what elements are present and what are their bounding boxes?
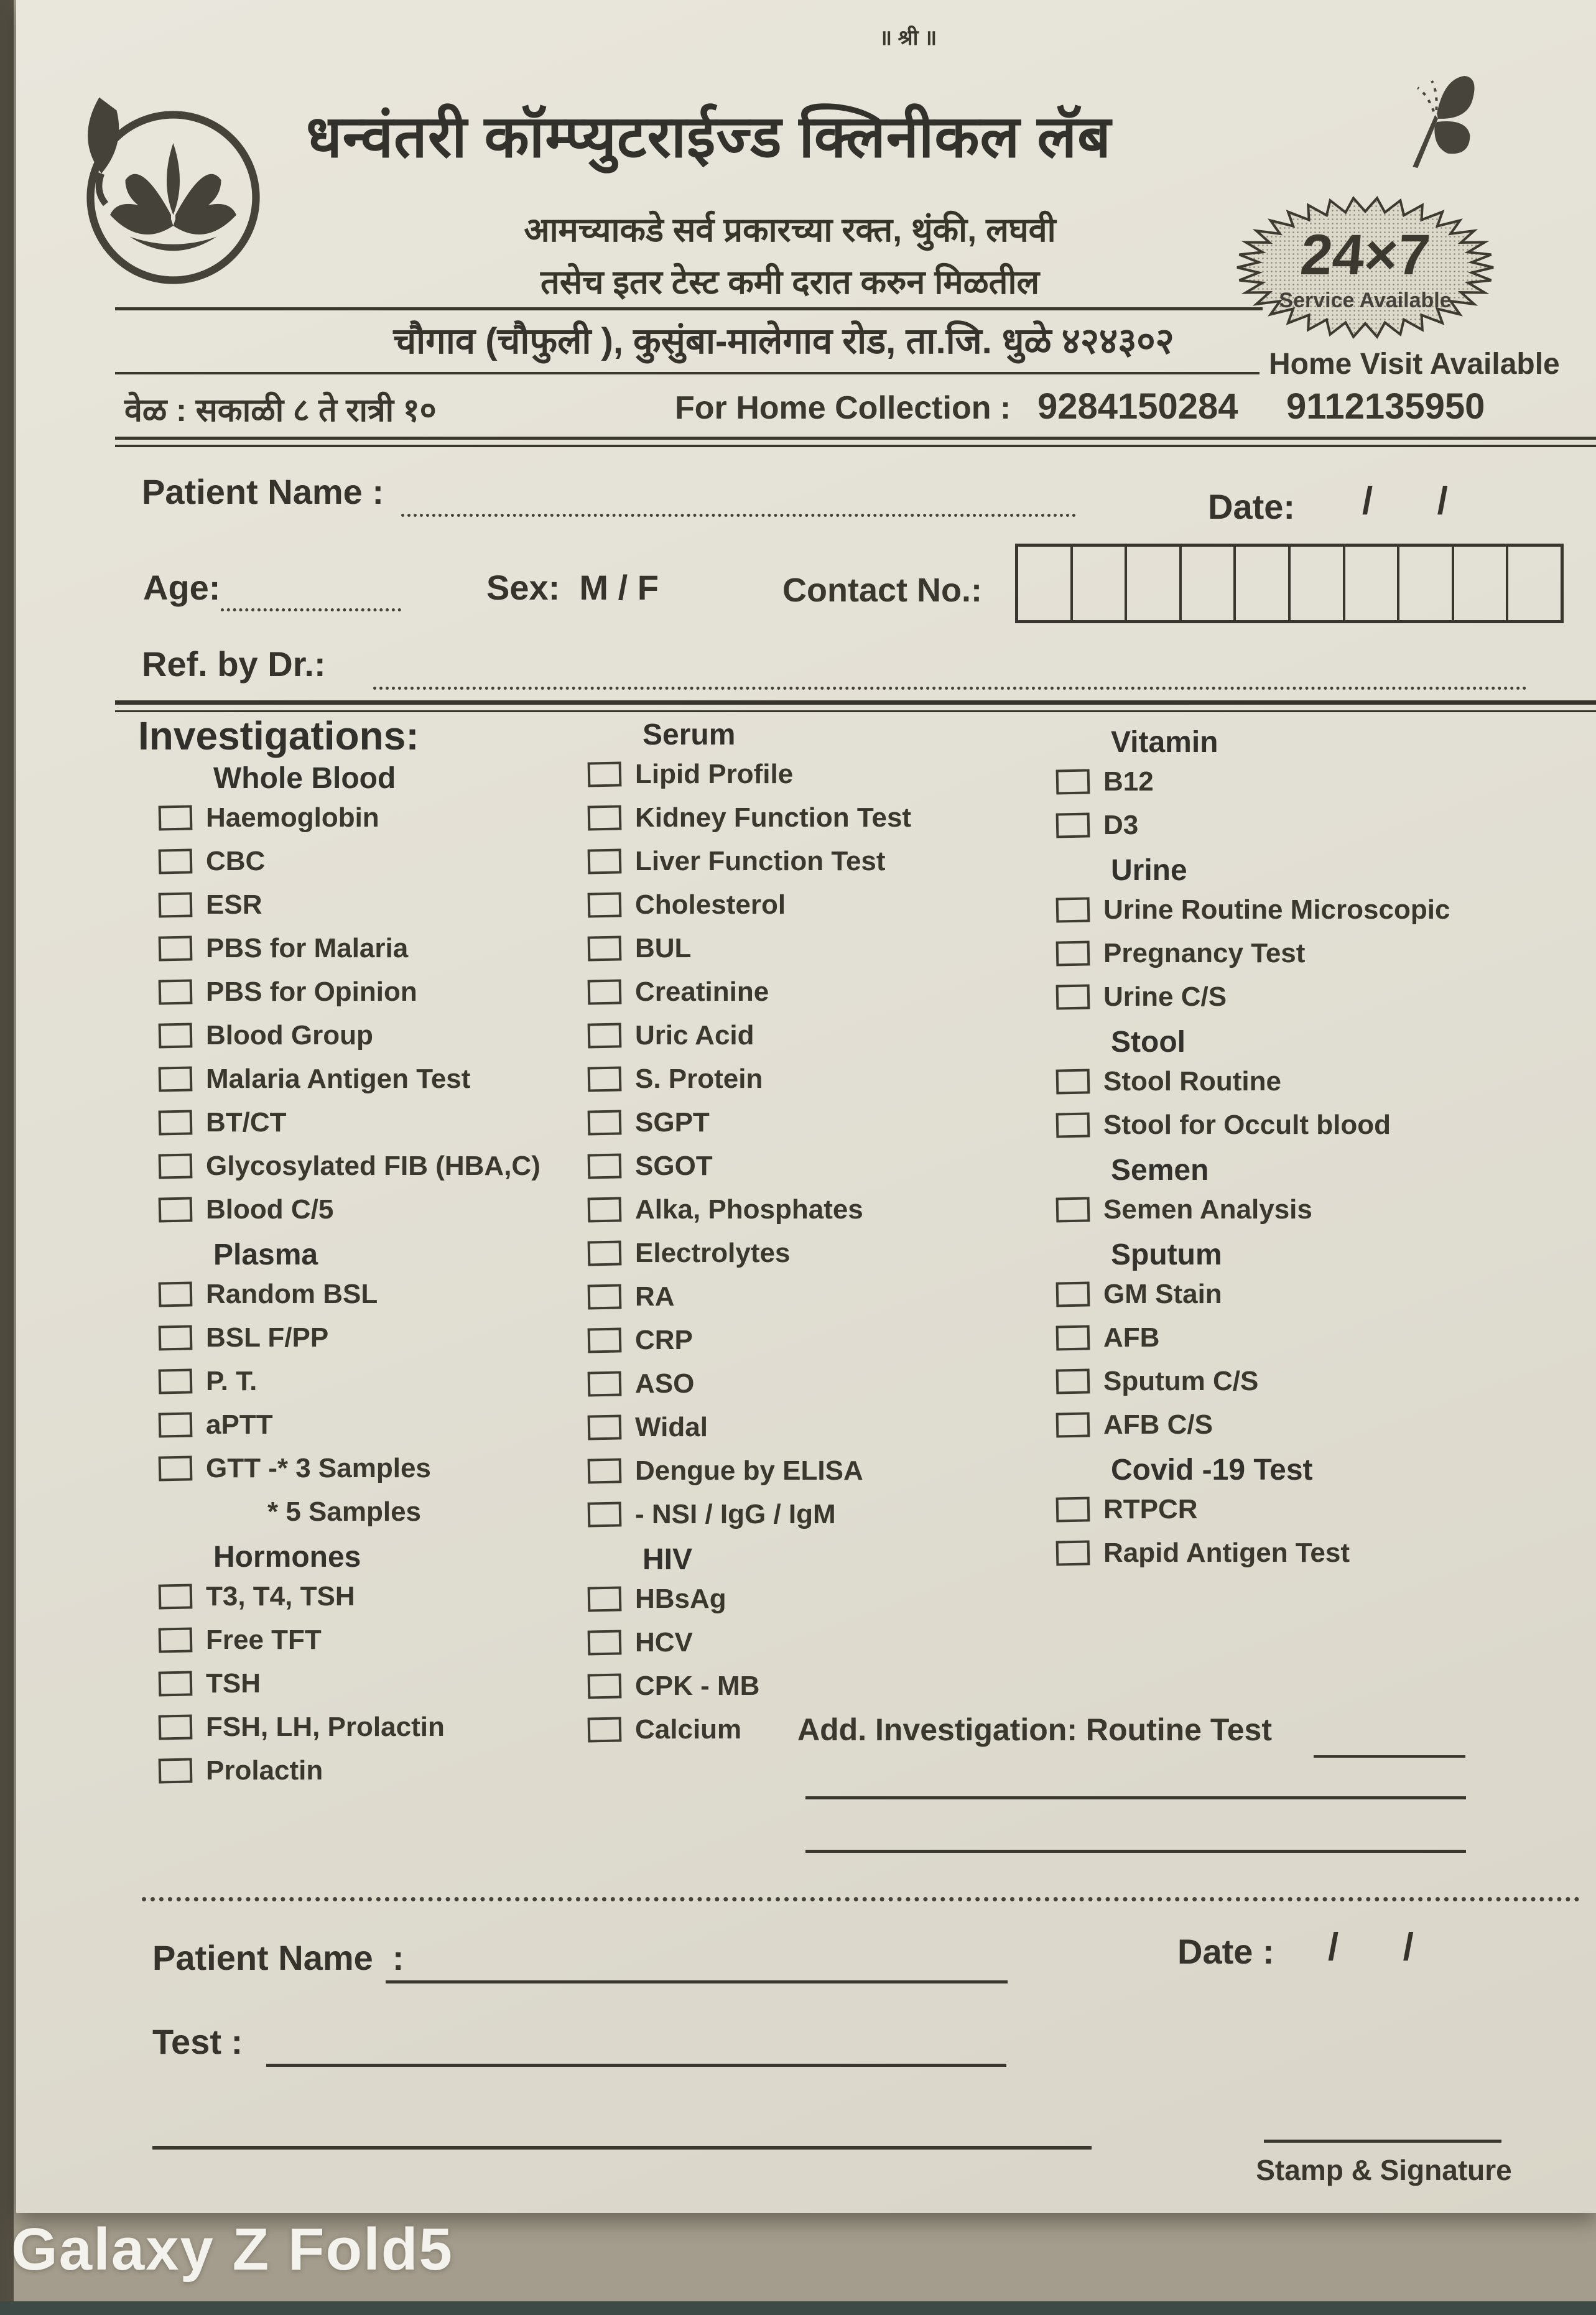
test-item-row xyxy=(159,891,588,919)
test-item-row xyxy=(588,847,1042,876)
test-item-label: Liver Function Test xyxy=(635,846,886,876)
checkbox-nsi-igg-igm xyxy=(588,1501,622,1527)
checkbox-urine-c-s xyxy=(1056,984,1090,1009)
timing-text: वेळ : सकाळी ८ ते रात्री १० xyxy=(124,392,437,429)
investigation-group-serum xyxy=(588,719,1042,1529)
test-item-label: S. Protein xyxy=(635,1064,763,1094)
checkbox-semen-analysis xyxy=(1056,1197,1090,1222)
investigation-group-urine xyxy=(1056,855,1591,1011)
test-item-row xyxy=(588,1585,1042,1613)
test-item-row xyxy=(159,1367,588,1396)
test-item-label: CRP xyxy=(635,1325,693,1355)
test-item-label: GM Stain xyxy=(1103,1279,1222,1309)
checkbox-cholesterol xyxy=(588,892,622,917)
test-item-label: FSH, LH, Prolactin xyxy=(206,1712,445,1742)
contact-digit-cell xyxy=(1399,547,1454,620)
home-visit-text: Home Visit Available xyxy=(1269,348,1560,381)
checkbox-crp xyxy=(588,1327,622,1353)
test-item-label: BUL xyxy=(635,933,692,963)
test-item-row xyxy=(1056,1539,1591,1567)
subtitle-line2: तसेच इतर टेस्ट कमी दरात करुन मिळतील xyxy=(540,264,1040,301)
test-item-row xyxy=(1056,1367,1591,1396)
patient-name-label: Patient Name : xyxy=(142,472,384,511)
checkbox-s-protein xyxy=(588,1066,622,1092)
test-item-label: PBS for Opinion xyxy=(206,977,417,1007)
checkbox-ra xyxy=(588,1284,622,1309)
test-item-row xyxy=(588,1413,1042,1442)
test-item-row xyxy=(588,804,1042,832)
checkbox-b12 xyxy=(1056,769,1090,794)
add-investigation-label: Add. Investigation: Routine Test xyxy=(797,1712,1272,1747)
checkbox-lipid-profile xyxy=(588,761,622,787)
contact-digit-cell xyxy=(1345,547,1400,620)
checkbox-bt-ct xyxy=(159,1110,193,1135)
test-item-label: SGOT xyxy=(635,1151,713,1181)
test-item-row xyxy=(1056,1324,1591,1352)
subtitle-line1: आमच्याकडे सर्व प्रकारच्या रक्त, थुंकी, लघवी xyxy=(524,211,1056,249)
badge-24x7-text: 24×7 xyxy=(1297,223,1433,287)
group-heading-covid-19-test: Covid -19 Test xyxy=(1111,1454,1313,1487)
checkbox-blood-c-5 xyxy=(159,1197,193,1222)
test-item-row xyxy=(1056,1280,1591,1309)
test-item-label: PBS for Malaria xyxy=(206,933,409,963)
contact-digit-cell xyxy=(1018,547,1073,620)
test-item-row xyxy=(1056,1495,1591,1524)
test-item-row xyxy=(267,1498,588,1526)
checkbox-urine-routine-microscopic xyxy=(1056,897,1090,922)
test-item-row xyxy=(159,1454,588,1483)
test-item-row xyxy=(588,1152,1042,1181)
badge-service-text: Service Available xyxy=(1279,289,1452,312)
checkbox-cbc xyxy=(159,848,193,874)
test-item-row xyxy=(159,1195,588,1224)
test-item-row xyxy=(588,1370,1042,1398)
checkbox-fsh-lh-prolactin xyxy=(159,1714,193,1740)
checkbox-sputum-c-s xyxy=(1056,1368,1090,1394)
phone-number-2: 9112135950 xyxy=(1286,386,1485,427)
checkbox-bsl-f-pp xyxy=(159,1325,193,1350)
checkbox-glycosylated-fib-hba-c xyxy=(159,1153,193,1179)
investigation-group-stool xyxy=(1056,1026,1591,1139)
divider-footer-dotted xyxy=(142,1897,1580,1902)
divider-investigations-top xyxy=(115,700,1596,712)
footer-patient-name-line xyxy=(386,1980,1008,1983)
contact-digit-cell xyxy=(1291,547,1345,620)
age-field xyxy=(221,571,401,611)
test-item-label: P. T. xyxy=(206,1366,257,1396)
test-item-row xyxy=(1056,1195,1591,1224)
checkbox-pbs-for-opinion xyxy=(159,979,193,1004)
test-item-row xyxy=(1056,1111,1591,1139)
footer-test-line xyxy=(266,2064,1006,2067)
test-item-label: Widal xyxy=(635,1412,708,1442)
test-item-row xyxy=(1056,983,1591,1011)
checkbox-rapid-antigen-test xyxy=(1056,1540,1090,1566)
group-heading-serum: Serum xyxy=(643,718,736,751)
investigation-group-covid-19-test xyxy=(1056,1454,1591,1567)
test-item-label: Stool Routine xyxy=(1103,1066,1281,1097)
contact-number-label: Contact No.: xyxy=(782,572,982,609)
checkbox-bul xyxy=(588,935,622,961)
group-heading-hiv: HIV xyxy=(643,1543,693,1576)
checkbox-stool-for-occult-blood xyxy=(1056,1112,1090,1138)
test-item-row xyxy=(159,1108,588,1137)
investigations-column-3 xyxy=(1056,726,1591,1582)
test-item-label: Uric Acid xyxy=(635,1020,754,1051)
age-label: Age: xyxy=(143,568,221,607)
test-item-row xyxy=(588,1500,1042,1529)
stamp-signature-line xyxy=(1264,2140,1501,2143)
add-investigation-line-1 xyxy=(805,1796,1466,1799)
footer-date-slashes: / / xyxy=(1328,1926,1414,1969)
checkbox-dengue-by-elisa xyxy=(588,1458,622,1483)
test-item-label: - NSI / IgG / IgM xyxy=(635,1499,836,1529)
checkbox-afb xyxy=(1056,1325,1090,1350)
contact-digit-cell xyxy=(1236,547,1291,620)
test-item-row xyxy=(588,1326,1042,1355)
checkbox-esr xyxy=(159,892,193,917)
divider-header-bottom xyxy=(115,437,1596,447)
test-item-label: Creatinine xyxy=(635,977,769,1007)
checkbox-p-t xyxy=(159,1368,193,1394)
checkbox-electrolytes xyxy=(588,1240,622,1266)
test-item-label: Haemoglobin xyxy=(206,802,379,833)
address-line: चौगाव (चौफुली ), कुसुंबा-मालेगाव रोड, ता.जि. धुळे ४२४३०२ xyxy=(393,321,1174,361)
checkbox-hcv xyxy=(588,1630,622,1655)
ref-by-dr-label: Ref. by Dr.: xyxy=(142,644,326,684)
test-item-row xyxy=(588,1065,1042,1093)
test-item-label: D3 xyxy=(1103,810,1139,840)
contact-digit-cell xyxy=(1508,547,1561,620)
test-item-row xyxy=(588,1457,1042,1485)
test-item-label: AFB C/S xyxy=(1103,1409,1213,1440)
checkbox-uric-acid xyxy=(588,1023,622,1048)
test-item-row xyxy=(588,978,1042,1006)
checkbox-gm-stain xyxy=(1056,1281,1090,1307)
checkbox-afb-c-s xyxy=(1056,1412,1090,1437)
checkbox-random-bsl xyxy=(159,1281,193,1307)
checkbox-rtpcr xyxy=(1056,1496,1090,1522)
test-item-label: Calcium xyxy=(635,1714,742,1745)
group-heading-vitamin: Vitamin xyxy=(1111,726,1218,759)
checkbox-pbs-for-malaria xyxy=(159,935,193,961)
test-item-label: B12 xyxy=(1103,766,1154,797)
test-item-row xyxy=(159,1669,588,1698)
group-heading-whole-blood: Whole Blood xyxy=(213,762,396,795)
footer-date-label: Date : xyxy=(1177,1932,1274,1971)
test-item-label: Blood C/5 xyxy=(206,1194,334,1225)
test-item-row xyxy=(159,1280,588,1309)
checkbox-calcium xyxy=(588,1717,622,1742)
test-item-label: GTT -* 3 Samples xyxy=(206,1453,431,1483)
checkbox-malaria-antigen-test xyxy=(159,1066,193,1092)
test-item-label: RA xyxy=(635,1281,675,1312)
checkbox-d3 xyxy=(1056,812,1090,838)
footer-test-label: Test : xyxy=(152,2022,243,2061)
test-item-row xyxy=(159,1021,588,1050)
test-item-label: ASO xyxy=(635,1368,695,1399)
checkbox-prolactin xyxy=(159,1758,193,1783)
test-item-label: Urine C/S xyxy=(1103,981,1227,1012)
checkbox-pregnancy-test xyxy=(1056,940,1090,966)
test-item-label: Pregnancy Test xyxy=(1103,938,1306,968)
test-item-label: BT/CT xyxy=(206,1107,287,1138)
test-item-label: CPK - MB xyxy=(635,1671,760,1701)
checkbox-cpk-mb xyxy=(588,1673,622,1699)
test-item-row xyxy=(1056,1067,1591,1096)
checkbox-liver-function-test xyxy=(588,848,622,874)
test-item-row xyxy=(588,1672,1042,1700)
contact-digit-cell xyxy=(1454,547,1509,620)
group-heading-sputum: Sputum xyxy=(1111,1238,1222,1271)
checkbox-hbsag xyxy=(588,1586,622,1612)
checkbox-tsh xyxy=(159,1671,193,1696)
test-item-row xyxy=(588,934,1042,963)
checkbox-alka-phosphates xyxy=(588,1197,622,1222)
test-item-row xyxy=(1056,896,1591,924)
contact-digit-cell xyxy=(1127,547,1182,620)
add-investigation-inline-blank xyxy=(1314,1755,1465,1758)
phone-number-1: 9284150284 xyxy=(1037,386,1238,427)
test-item-row xyxy=(159,1582,588,1611)
test-item-row xyxy=(159,1411,588,1439)
investigation-group-whole-blood xyxy=(159,763,588,1224)
checkbox-sgot xyxy=(588,1153,622,1179)
test-item-row xyxy=(588,1628,1042,1657)
investigation-group-sputum xyxy=(1056,1239,1591,1439)
test-item-row xyxy=(588,1283,1042,1311)
test-item-row xyxy=(588,1195,1042,1224)
test-item-label: Lipid Profile xyxy=(635,759,794,789)
lab-title: धन्वंतरी कॉम्प्युटराईज्ड क्लिनीकल लॅब xyxy=(306,104,1111,169)
test-item-row xyxy=(159,1756,588,1785)
test-item-label: Sputum C/S xyxy=(1103,1366,1259,1396)
group-heading-urine: Urine xyxy=(1111,854,1187,887)
test-item-row xyxy=(159,1626,588,1654)
lotus-logo-icon xyxy=(62,80,280,302)
test-item-label: Glycosylated FIB (HBA,C) xyxy=(206,1151,541,1181)
checkbox-widal xyxy=(588,1414,622,1440)
test-item-row xyxy=(1056,811,1591,840)
test-item-row xyxy=(159,978,588,1006)
test-item-label: AFB xyxy=(1103,1322,1160,1353)
investigations-column-1 xyxy=(159,763,588,1800)
test-item-row xyxy=(159,804,588,832)
test-item-label: BSL F/PP xyxy=(206,1322,329,1353)
test-item-row xyxy=(159,1713,588,1742)
investigations-column-2 xyxy=(588,719,1042,1759)
test-item-label: Cholesterol xyxy=(635,889,786,920)
test-item-row xyxy=(588,760,1042,789)
checkbox-sgpt xyxy=(588,1110,622,1135)
divider-under-subtitle xyxy=(115,307,1263,310)
checkbox-blood-group xyxy=(159,1023,193,1048)
test-item-label: HBsAg xyxy=(635,1584,726,1614)
bottom-edge-strip xyxy=(0,2301,1596,2315)
checkbox-gtt-3-samples xyxy=(159,1455,193,1481)
test-item-row xyxy=(159,847,588,876)
test-item-row xyxy=(1056,768,1591,796)
test-item-label: SGPT xyxy=(635,1107,710,1138)
shree-invocation: ॥ श्री ॥ xyxy=(879,26,937,50)
group-heading-semen: Semen xyxy=(1111,1154,1209,1187)
test-item-label: Prolactin xyxy=(206,1755,323,1786)
investigation-group-plasma xyxy=(159,1239,588,1526)
checkbox-t3-t4-tsh xyxy=(159,1584,193,1609)
test-item-row xyxy=(588,1108,1042,1137)
checkbox-haemoglobin xyxy=(159,805,193,830)
test-item-row xyxy=(588,1239,1042,1268)
contact-digit-cell xyxy=(1182,547,1236,620)
investigation-group-semen xyxy=(1056,1154,1591,1224)
test-item-label: Semen Analysis xyxy=(1103,1194,1312,1225)
butterfly-icon xyxy=(1386,62,1482,188)
checkbox-stool-routine xyxy=(1056,1069,1090,1094)
contact-number-grid xyxy=(1015,544,1564,623)
divider-under-address xyxy=(115,372,1260,374)
test-item-label: Rapid Antigen Test xyxy=(1103,1538,1350,1568)
test-item-row xyxy=(588,1021,1042,1050)
test-item-row xyxy=(588,891,1042,919)
checkbox-aptt xyxy=(159,1412,193,1437)
test-item-label: Electrolytes xyxy=(635,1238,791,1268)
checkbox-creatinine xyxy=(588,979,622,1004)
test-item-label: Urine Routine Microscopic xyxy=(1103,894,1450,925)
test-item-row xyxy=(1056,1411,1591,1439)
test-item-label: TSH xyxy=(206,1668,261,1699)
test-item-label: Dengue by ELISA xyxy=(635,1455,863,1486)
date-slashes: / / xyxy=(1362,480,1448,522)
test-item-row xyxy=(159,934,588,963)
test-item-label: Stool for Occult blood xyxy=(1103,1110,1391,1140)
test-item-label: aPTT xyxy=(206,1409,273,1440)
group-heading-hormones: Hormones xyxy=(213,1541,361,1574)
test-item-label: Alka, Phosphates xyxy=(635,1194,863,1225)
add-investigation-line-2 xyxy=(805,1850,1466,1853)
investigation-group-hormones xyxy=(159,1541,588,1785)
group-heading-plasma: Plasma xyxy=(213,1238,318,1271)
test-item-label: Random BSL xyxy=(206,1279,378,1309)
checkbox-free-tft xyxy=(159,1627,193,1653)
test-item-row xyxy=(1056,939,1591,968)
contact-digit-cell xyxy=(1073,547,1128,620)
sex-label: Sex: M / F xyxy=(486,568,659,607)
test-item-label: * 5 Samples xyxy=(267,1496,422,1527)
test-item-row xyxy=(159,1065,588,1093)
investigations-title: Investigations: xyxy=(138,713,419,758)
test-item-label: Blood Group xyxy=(206,1020,373,1051)
test-item-label: Malaria Antigen Test xyxy=(206,1064,471,1094)
footer-extra-line xyxy=(152,2146,1092,2150)
home-collection-label: For Home Collection : xyxy=(675,390,1011,426)
test-item-label: HCV xyxy=(635,1627,693,1658)
test-item-label: ESR xyxy=(206,889,262,920)
checkbox-aso xyxy=(588,1371,622,1396)
date-label: Date: xyxy=(1208,487,1296,526)
footer-patient-name-label: Patient Name : xyxy=(152,1938,404,1977)
test-item-label: T3, T4, TSH xyxy=(206,1581,355,1612)
group-heading-stool: Stool xyxy=(1111,1026,1185,1059)
ref-by-dr-field xyxy=(373,649,1527,690)
galaxy-watermark: Galaxy Z Fold5 xyxy=(11,2216,453,2283)
investigation-group-vitamin xyxy=(1056,726,1591,840)
test-item-label: CBC xyxy=(206,846,266,876)
stamp-signature-label: Stamp & Signature xyxy=(1256,2154,1512,2186)
test-item-row xyxy=(159,1324,588,1352)
test-item-row xyxy=(159,1152,588,1181)
test-item-label: Free TFT xyxy=(206,1625,322,1655)
test-item-label: Kidney Function Test xyxy=(635,802,912,833)
checkbox-kidney-function-test xyxy=(588,805,622,830)
patient-name-field xyxy=(401,476,1076,517)
test-item-label: RTPCR xyxy=(1103,1494,1198,1524)
